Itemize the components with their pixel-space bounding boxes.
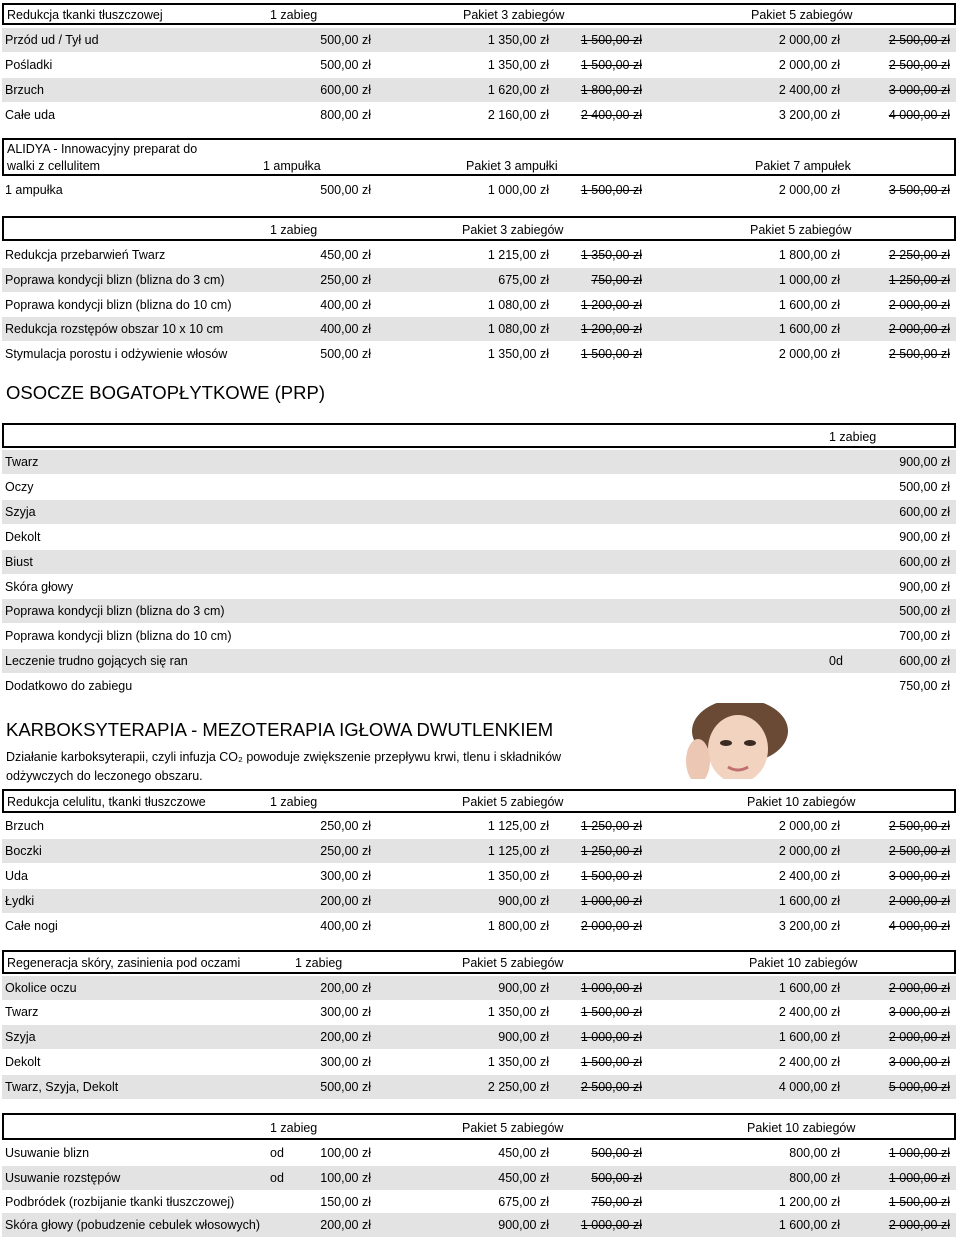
price-package-b: 1 200,00 zł: [778, 1195, 840, 1209]
price-single: 500,00 zł: [320, 183, 371, 197]
price-package-a: 1 350,00 zł: [487, 347, 549, 361]
price-package-b-old: 3 000,00 zł: [888, 83, 950, 97]
treatment-name: Leczenie trudno gojących się ran: [5, 654, 188, 668]
price-single: 500,00 zł: [320, 1080, 371, 1094]
column-header-package-a: Pakiet 5 zabiegów: [462, 956, 564, 970]
price-package-a-old: 1 000,00 zł: [580, 1030, 642, 1044]
price-package-a: 450,00 zł: [498, 1146, 549, 1160]
price-single: 900,00 zł: [899, 580, 950, 594]
price-package-a: 2 250,00 zł: [487, 1080, 549, 1094]
price-row: [2, 293, 956, 317]
price-package-b-old: 2 000,00 zł: [888, 981, 950, 995]
price-package-b-old: 2 000,00 zł: [888, 298, 950, 312]
treatment-name: Poprawa kondycji blizn (blizna do 10 cm): [5, 629, 232, 643]
column-header-package-a: Pakiet 5 zabiegów: [462, 795, 564, 809]
price-package-a-old: 1 500,00 zł: [580, 183, 642, 197]
price-single: 200,00 zł: [320, 894, 371, 908]
column-header-package-b: Pakiet 5 zabiegów: [751, 8, 853, 22]
price-package-b-old: 2 500,00 zł: [888, 819, 950, 833]
treatment-name: Szyja: [5, 505, 36, 519]
column-header-single: 1 zabieg: [295, 956, 343, 970]
price-package-b-old: 2 500,00 zł: [888, 33, 950, 47]
price-single: 400,00 zł: [320, 919, 371, 933]
price-package-b: 3 200,00 zł: [778, 919, 840, 933]
price-package-b: 800,00 zł: [789, 1171, 840, 1185]
price-row: [2, 976, 956, 1000]
section-title: Redukcja celulitu, tkanki tłuszczowe: [7, 795, 206, 809]
price-row: [2, 342, 956, 366]
price-single: 900,00 zł: [899, 530, 950, 544]
price-package-a-old: 1 000,00 zł: [580, 981, 642, 995]
section-header-scars: [2, 1113, 956, 1140]
price-package-b-old: 3 500,00 zł: [888, 183, 950, 197]
column-header-single: 1 zabieg: [270, 795, 318, 809]
from-label: od: [270, 1146, 284, 1160]
price-package-a: 1 350,00 zł: [487, 33, 549, 47]
price-single: 750,00 zł: [899, 679, 950, 693]
price-package-b: 1 600,00 zł: [778, 981, 840, 995]
treatment-name: Okolice oczu: [5, 981, 77, 995]
price-single: 900,00 zł: [899, 455, 950, 469]
price-package-a-old: 1 500,00 zł: [580, 1005, 642, 1019]
price-single: 500,00 zł: [320, 58, 371, 72]
price-package-a-old: 1 250,00 zł: [580, 819, 642, 833]
price-row: [2, 1000, 956, 1024]
price-single: 100,00 zł: [320, 1171, 371, 1185]
price-package-b-old: 3 000,00 zł: [888, 1005, 950, 1019]
price-package-a: 1 125,00 zł: [487, 844, 549, 858]
prp-row: [2, 450, 956, 474]
prp-row: [2, 550, 956, 574]
treatment-name: Twarz, Szyja, Dekolt: [5, 1080, 119, 1094]
price-package-b: 1 000,00 zł: [778, 273, 840, 287]
price-single: 450,00 zł: [320, 248, 371, 262]
prp-row: [2, 624, 956, 648]
price-package-a-old: 750,00 zł: [591, 273, 642, 287]
treatment-name: Dekolt: [5, 1055, 41, 1069]
price-package-a-old: 2 500,00 zł: [580, 1080, 642, 1094]
price-row: [2, 1190, 956, 1214]
price-single: 600,00 zł: [899, 654, 950, 668]
price-package-b-old: 2 000,00 zł: [888, 322, 950, 336]
price-package-a-old: 1 500,00 zł: [580, 869, 642, 883]
section-title-line2: walki z cellulitem: [7, 159, 101, 173]
column-header-package-a: Pakiet 5 zabiegów: [462, 1121, 564, 1135]
section-title-line1: ALIDYA - Innowacyjny preparat do: [7, 142, 198, 156]
section-header-cellulite: [2, 789, 956, 813]
treatment-name: Redukcja rozstępów obszar 10 x 10 cm: [5, 322, 224, 336]
price-package-b-old: 1 000,00 zł: [888, 1171, 950, 1185]
treatment-name: Poprawa kondycji blizn (blizna do 3 cm): [5, 604, 225, 618]
treatment-name: Brzuch: [5, 819, 44, 833]
price-package-b: 2 000,00 zł: [778, 33, 840, 47]
price-package-b: 2 000,00 zł: [778, 844, 840, 858]
treatment-name: Poprawa kondycji blizn (blizna do 10 cm): [5, 298, 232, 312]
price-package-a-old: 1 350,00 zł: [580, 248, 642, 262]
price-single: 500,00 zł: [899, 604, 950, 618]
column-header-package-b: Pakiet 10 zabiegów: [749, 956, 858, 970]
from-label: 0d: [829, 654, 843, 668]
price-package-b: 2 000,00 zł: [778, 819, 840, 833]
price-row: [2, 889, 956, 913]
price-package-b-old: 2 500,00 zł: [888, 844, 950, 858]
price-single: 500,00 zł: [320, 347, 371, 361]
price-package-b: 2 400,00 zł: [778, 1055, 840, 1069]
price-package-b: 3 200,00 zł: [778, 108, 840, 122]
treatment-name: Usuwanie blizn: [5, 1146, 90, 1160]
price-package-a: 2 160,00 zł: [487, 108, 549, 122]
price-single: 600,00 zł: [899, 505, 950, 519]
price-package-b: 1 600,00 zł: [778, 1030, 840, 1044]
prp-row: [2, 525, 956, 549]
price-package-a-old: 1 500,00 zł: [580, 1055, 642, 1069]
price-package-a: 900,00 zł: [498, 981, 549, 995]
price-package-b-old: 1 250,00 zł: [888, 273, 950, 287]
treatment-name: Twarz: [5, 455, 39, 469]
treatment-name: Dekolt: [5, 530, 41, 544]
prp-row: [2, 475, 956, 499]
price-single: 300,00 zł: [320, 1055, 371, 1069]
treatment-name: Przód ud / Tył ud: [5, 33, 99, 47]
price-single: 300,00 zł: [320, 1005, 371, 1019]
price-package-b: 1 600,00 zł: [778, 1218, 840, 1232]
price-package-a-old: 1 200,00 zł: [580, 322, 642, 336]
price-row: [2, 243, 956, 267]
price-single: 200,00 zł: [320, 1030, 371, 1044]
price-row: [2, 914, 956, 938]
column-header-package-b: Pakiet 10 zabiegów: [747, 1121, 856, 1135]
price-single: 250,00 zł: [320, 844, 371, 858]
price-package-b-old: 2 000,00 zł: [888, 1030, 950, 1044]
prp-section-title: OSOCZE BOGATOPŁYTKOWE (PRP): [6, 382, 325, 403]
price-package-a: 1 350,00 zł: [487, 1055, 549, 1069]
price-package-a-old: 1 800,00 zł: [580, 83, 642, 97]
column-header-package-a: Pakiet 3 ampułki: [466, 159, 558, 173]
price-single: 600,00 zł: [320, 83, 371, 97]
treatment-name: Oczy: [5, 480, 34, 494]
price-package-b: 1 800,00 zł: [778, 248, 840, 262]
price-single: 250,00 zł: [320, 273, 371, 287]
section-header-skin-treatments: [2, 216, 956, 241]
price-package-a-old: 1 200,00 zł: [580, 298, 642, 312]
price-row: [2, 1025, 956, 1049]
treatment-name: Podbródek (rozbijanie tkanki tłuszczowej): [5, 1195, 235, 1209]
price-row: [2, 317, 956, 341]
treatment-name: Pośladki: [5, 58, 53, 72]
price-package-a: 1 080,00 zł: [487, 322, 549, 336]
price-row: [2, 78, 956, 102]
price-package-a: 1 215,00 zł: [487, 248, 549, 262]
prp-row: [2, 649, 956, 673]
price-package-b-old: 2 500,00 zł: [888, 58, 950, 72]
from-label: od: [270, 1171, 284, 1185]
prp-row: [2, 599, 956, 623]
treatment-name: Skóra głowy (pobudzenie cebulek włosowych): [5, 1218, 260, 1232]
price-row: [2, 1075, 956, 1099]
price-package-b: 1 600,00 zł: [778, 298, 840, 312]
treatment-name: Stymulacja porostu i odżywienie włosów: [5, 347, 228, 361]
treatment-name: Twarz: [5, 1005, 39, 1019]
column-header-package-a: Pakiet 3 zabiegów: [463, 8, 565, 22]
price-package-a-old: 2 000,00 zł: [580, 919, 642, 933]
price-package-a-old: 750,00 zł: [591, 1195, 642, 1209]
price-package-a: 900,00 zł: [498, 894, 549, 908]
section-header-skin-regeneration: [2, 950, 956, 974]
price-single: 500,00 zł: [899, 480, 950, 494]
price-package-a-old: 1 500,00 zł: [580, 58, 642, 72]
treatment-name: Usuwanie rozstępów: [5, 1171, 121, 1185]
price-package-b-old: 3 000,00 zł: [888, 869, 950, 883]
treatment-name: Dodatkowo do zabiegu: [5, 679, 133, 693]
column-header-single: 1 zabieg: [270, 223, 318, 237]
price-single: 600,00 zł: [899, 555, 950, 569]
price-package-a-old: 500,00 zł: [591, 1171, 642, 1185]
price-package-b: 1 600,00 zł: [778, 322, 840, 336]
price-package-b-old: 2 250,00 zł: [888, 248, 950, 262]
price-package-a: 900,00 zł: [498, 1218, 549, 1232]
price-package-b-old: 3 000,00 zł: [888, 1055, 950, 1069]
treatment-name: Redukcja przebarwień Twarz: [5, 248, 166, 262]
price-package-a: 450,00 zł: [498, 1171, 549, 1185]
column-header-single: 1 zabieg: [270, 1121, 318, 1135]
price-single: 200,00 zł: [320, 981, 371, 995]
price-row: [2, 268, 956, 292]
price-single: 800,00 zł: [320, 108, 371, 122]
treatment-name: Skóra głowy: [5, 580, 74, 594]
carboxy-description-line1: Działanie karboksyterapii, czyli infuzja CO₂ powoduje zwiększenie przepływu krwi, tlenu i składników: [6, 750, 562, 764]
treatment-name: Poprawa kondycji blizn (blizna do 3 cm): [5, 273, 225, 287]
prp-row: [2, 674, 956, 698]
price-package-b: 4 000,00 zł: [778, 1080, 840, 1094]
price-single: 500,00 zł: [320, 33, 371, 47]
price-package-a: 900,00 zł: [498, 1030, 549, 1044]
column-header-package-a: Pakiet 3 zabiegów: [462, 223, 564, 237]
price-row: [2, 53, 956, 77]
price-package-a-old: 1 250,00 zł: [580, 844, 642, 858]
price-row: [2, 28, 956, 52]
price-package-a: 1 125,00 zł: [487, 819, 549, 833]
price-package-b-old: 2 000,00 zł: [888, 894, 950, 908]
price-package-a-old: 500,00 zł: [591, 1146, 642, 1160]
price-row: [2, 839, 956, 863]
price-package-b: 2 400,00 zł: [778, 83, 840, 97]
price-row: [2, 1213, 956, 1237]
price-single: 150,00 zł: [320, 1195, 371, 1209]
prp-row: [2, 500, 956, 524]
price-package-a: 1 000,00 zł: [487, 183, 549, 197]
prp-row: [2, 575, 956, 599]
price-package-a: 1 350,00 zł: [487, 1005, 549, 1019]
price-package-a: 1 080,00 zł: [487, 298, 549, 312]
price-package-b: 2 000,00 zł: [778, 58, 840, 72]
price-package-a: 675,00 zł: [498, 273, 549, 287]
carboxy-section-title: KARBOKSYTERAPIA - MEZOTERAPIA IGŁOWA DWUTLENKIEM: [6, 719, 554, 740]
price-package-b: 2 000,00 zł: [778, 347, 840, 361]
price-package-a-old: 1 000,00 zł: [580, 1218, 642, 1232]
price-single: 700,00 zł: [899, 629, 950, 643]
price-single: 250,00 zł: [320, 819, 371, 833]
column-header-package-b: Pakiet 10 zabiegów: [747, 795, 856, 809]
column-header-single: 1 ampułka: [263, 159, 321, 173]
treatment-name: Całe uda: [5, 108, 56, 122]
price-row: [2, 1141, 956, 1165]
price-single: 400,00 zł: [320, 322, 371, 336]
price-package-b-old: 4 000,00 zł: [888, 108, 950, 122]
treatment-name: Uda: [5, 869, 28, 883]
price-package-b: 800,00 zł: [789, 1146, 840, 1160]
price-row: [2, 103, 956, 127]
price-single: 200,00 zł: [320, 1218, 371, 1232]
treatment-name: Brzuch: [5, 83, 44, 97]
price-package-a-old: 2 400,00 zł: [580, 108, 642, 122]
column-header-package-b: Pakiet 7 ampułek: [755, 159, 851, 173]
section-header-alidya: [2, 138, 956, 176]
column-header-single: 1 zabieg: [270, 8, 318, 22]
price-package-b: 2 400,00 zł: [778, 869, 840, 883]
price-package-a-old: 1 500,00 zł: [580, 33, 642, 47]
price-package-a: 1 620,00 zł: [487, 83, 549, 97]
treatment-name: Biust: [5, 555, 33, 569]
price-package-b: 2 000,00 zł: [778, 183, 840, 197]
price-row: [2, 1050, 956, 1074]
price-package-b-old: 4 000,00 zł: [888, 919, 950, 933]
section-header-prp: [2, 423, 956, 448]
price-package-a: 1 350,00 zł: [487, 58, 549, 72]
price-package-b-old: 2 500,00 zł: [888, 347, 950, 361]
treatment-name: Szyja: [5, 1030, 36, 1044]
woman-face-photo: [676, 703, 798, 779]
price-package-b-old: 5 000,00 zł: [888, 1080, 950, 1094]
price-row: [2, 178, 956, 202]
price-package-b: 2 400,00 zł: [778, 1005, 840, 1019]
treatment-name: Całe nogi: [5, 919, 58, 933]
price-single: 300,00 zł: [320, 869, 371, 883]
price-row: [2, 814, 956, 838]
price-single: 400,00 zł: [320, 298, 371, 312]
treatment-name: Łydki: [5, 894, 35, 908]
column-header-package-b: Pakiet 5 zabiegów: [750, 223, 852, 237]
section-header-fat-reduction: [2, 3, 956, 25]
treatment-name: Boczki: [5, 844, 42, 858]
price-package-a-old: 1 500,00 zł: [580, 347, 642, 361]
price-package-a-old: 1 000,00 zł: [580, 894, 642, 908]
price-package-a: 675,00 zł: [498, 1195, 549, 1209]
column-header-single: 1 zabieg: [829, 430, 877, 444]
treatment-name: 1 ampułka: [5, 183, 63, 197]
price-row: [2, 864, 956, 888]
price-package-a: 1 350,00 zł: [487, 869, 549, 883]
carboxy-description-line2: odżywczych do leczonego obszaru.: [6, 769, 203, 783]
price-package-b-old: 1 500,00 zł: [888, 1195, 950, 1209]
section-title: Regeneracja skóry, zasinienia pod oczami: [7, 956, 241, 970]
section-title: Redukcja tkanki tłuszczowej: [7, 8, 163, 22]
price-package-a: 1 800,00 zł: [487, 919, 549, 933]
price-package-b-old: 2 000,00 zł: [888, 1218, 950, 1232]
price-package-b-old: 1 000,00 zł: [888, 1146, 950, 1160]
price-single: 100,00 zł: [320, 1146, 371, 1160]
price-package-b: 1 600,00 zł: [778, 894, 840, 908]
price-row: [2, 1166, 956, 1190]
